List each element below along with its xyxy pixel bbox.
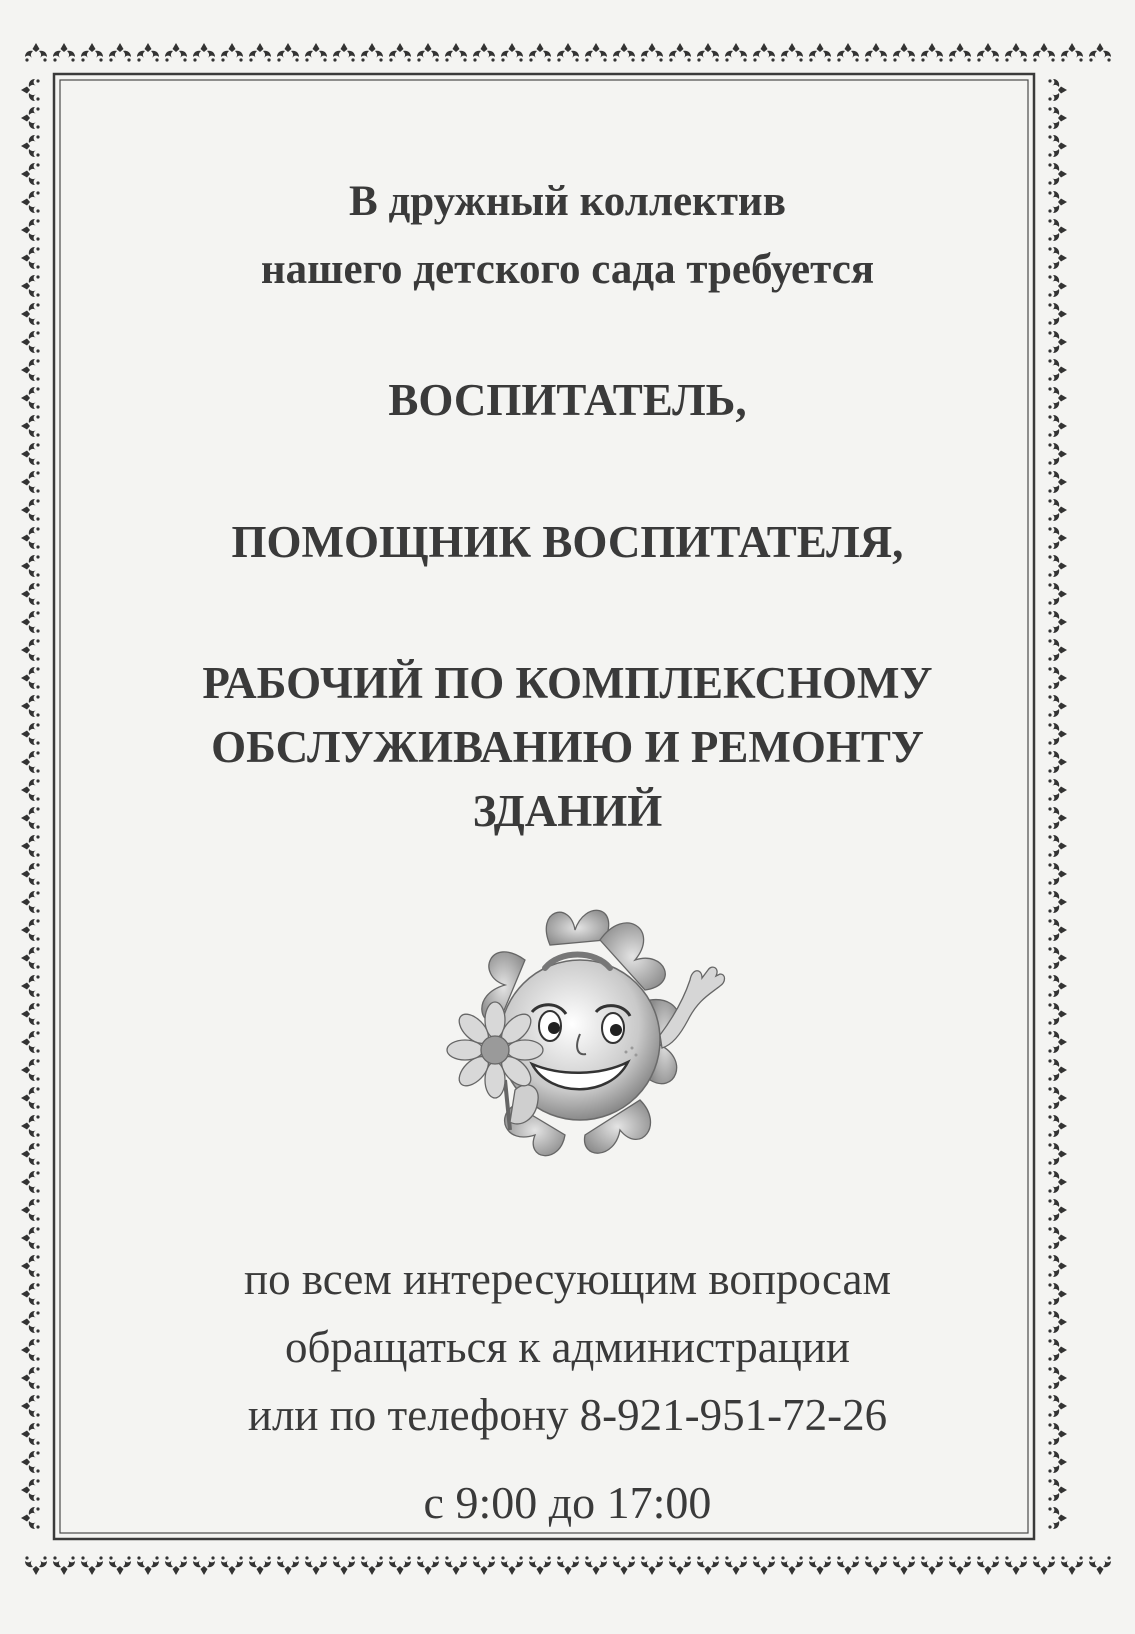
border-ornament: [1048, 1059, 1067, 1081]
border-ornament: [1048, 1171, 1067, 1193]
border-ornament: [21, 1115, 40, 1137]
border-ornament: [21, 1059, 40, 1081]
border-ornament: [557, 43, 579, 62]
border-ornament: [305, 1556, 327, 1575]
border-ornament: [21, 499, 40, 521]
vacancy-educator: [60, 368, 1075, 432]
border-ornament: [837, 1556, 859, 1575]
border-ornament: [1089, 1556, 1111, 1575]
border-ornament: [1005, 1556, 1027, 1575]
border-ornament: [557, 1556, 579, 1575]
border-ornament: [21, 1451, 40, 1473]
border-ornament: [21, 1395, 40, 1417]
border-ornament: [137, 43, 159, 62]
border-ornament: [21, 527, 40, 549]
border-ornament: [21, 611, 40, 633]
border-ornament: [21, 835, 40, 857]
intro-heading: [60, 168, 1075, 304]
border-ornament: [501, 43, 523, 62]
border-ornament: [21, 583, 40, 605]
border-ornament: [1048, 79, 1067, 101]
border-ornament: [277, 43, 299, 62]
border-ornament: [1048, 1087, 1067, 1109]
border-ornament: [21, 1311, 40, 1333]
border-ornament: [389, 1556, 411, 1575]
vacancy-maintenance-line-3: ЗДАНИЙ: [472, 786, 663, 836]
border-ornament: [949, 43, 971, 62]
border-ornament: [21, 723, 40, 745]
border-ornament: [193, 1556, 215, 1575]
border-ornament: [21, 919, 40, 941]
vacancy-maintenance-line-1: РАБОЧИЙ ПО КОМПЛЕКСНОМУ: [202, 658, 933, 708]
border-ornament: [865, 43, 887, 62]
border-ornament: [21, 163, 40, 185]
border-ornament: [21, 639, 40, 661]
border-ornament: [809, 43, 831, 62]
border-ornament: [21, 1227, 40, 1249]
border-ornament: [781, 1556, 803, 1575]
border-ornament: [501, 1556, 523, 1575]
border-ornament: [1033, 43, 1055, 62]
border-ornament: [697, 1556, 719, 1575]
vacancy-assistant-label: ПОМОЩНИК ВОСПИТАТЕЛЯ,: [231, 517, 904, 567]
border-ornament: [1048, 107, 1067, 129]
border-ornament: [1048, 443, 1067, 465]
border-ornament: [21, 1087, 40, 1109]
border-ornament: [1033, 1556, 1055, 1575]
border-ornament: [1048, 1115, 1067, 1137]
border-ornament: [21, 415, 40, 437]
border-ornament: [949, 1556, 971, 1575]
border-ornament: [1048, 863, 1067, 885]
border-ornament: [893, 1556, 915, 1575]
contact-line-3: или по телефону 8-921-951-72-26: [247, 1390, 888, 1440]
border-ornament: [21, 667, 40, 689]
border-ornament: [21, 1143, 40, 1165]
border-ornament: [977, 43, 999, 62]
border-ornament: [809, 1556, 831, 1575]
border-ornament: [21, 359, 40, 381]
border-ornament: [305, 43, 327, 62]
border-ornament: [725, 1556, 747, 1575]
border-ornament: [1048, 303, 1067, 325]
border-ornament: [921, 43, 943, 62]
border-ornament: [781, 43, 803, 62]
border-ornament: [977, 1556, 999, 1575]
border-ornament: [529, 1556, 551, 1575]
border-ornament: [921, 1556, 943, 1575]
border-ornament: [81, 1556, 103, 1575]
border-ornament: [473, 43, 495, 62]
border-ornament: [1048, 331, 1067, 353]
border-ornament: [1048, 947, 1067, 969]
border-ornament: [137, 1556, 159, 1575]
smiling-sun-icon: [405, 895, 745, 1185]
border-ornament: [753, 43, 775, 62]
border-ornament: [53, 1556, 75, 1575]
border-ornament: [21, 947, 40, 969]
border-ornament: [1048, 471, 1067, 493]
border-ornament: [361, 1556, 383, 1575]
border-ornament: [389, 43, 411, 62]
vacancy-assistant-educator: [60, 510, 1075, 574]
border-ornament: [21, 387, 40, 409]
border-ornament: [21, 275, 40, 297]
border-ornament: [165, 43, 187, 62]
border-ornament: [1048, 1451, 1067, 1473]
border-ornament: [21, 863, 40, 885]
border-ornament: [249, 43, 271, 62]
border-ornament: [613, 43, 635, 62]
border-ornament: [417, 43, 439, 62]
intro-line-1: В дружный коллектив: [349, 178, 786, 225]
border-ornament: [445, 43, 467, 62]
border-ornament: [669, 43, 691, 62]
contact-info: [60, 1245, 1075, 1449]
border-ornament: [21, 695, 40, 717]
border-ornament: [21, 751, 40, 773]
border-ornament: [445, 1556, 467, 1575]
border-ornament: [585, 43, 607, 62]
border-ornament: [221, 43, 243, 62]
border-ornament: [21, 807, 40, 829]
border-ornament: [21, 1031, 40, 1053]
border-ornament: [221, 1556, 243, 1575]
border-ornament: [361, 43, 383, 62]
border-ornament: [21, 1283, 40, 1305]
border-ornament: [1048, 583, 1067, 605]
border-ornament: [1048, 1143, 1067, 1165]
border-ornament: [21, 219, 40, 241]
border-ornament: [109, 43, 131, 62]
border-ornament: [21, 555, 40, 577]
border-ornament: [1048, 1003, 1067, 1025]
border-ornament: [893, 43, 915, 62]
border-ornament: [21, 107, 40, 129]
border-ornament: [53, 43, 75, 62]
border-ornament: [641, 43, 663, 62]
border-ornament: [585, 1556, 607, 1575]
border-ornament: [21, 191, 40, 213]
border-ornament: [1005, 43, 1027, 62]
border-ornament: [21, 779, 40, 801]
border-ornament: [1048, 891, 1067, 913]
border-ornament: [1048, 135, 1067, 157]
border-ornament: [473, 1556, 495, 1575]
border-ornament: [21, 1507, 40, 1529]
border-ornament: [81, 43, 103, 62]
vacancy-educator-label: ВОСПИТАТЕЛЬ,: [388, 375, 747, 425]
border-ornament: [21, 471, 40, 493]
border-ornament: [165, 1556, 187, 1575]
border-ornament: [1061, 1556, 1083, 1575]
border-ornament: [669, 1556, 691, 1575]
border-ornament: [333, 43, 355, 62]
border-ornament: [1048, 611, 1067, 633]
contact-line-2: обращаться к администрации: [284, 1322, 851, 1372]
border-ornament: [21, 975, 40, 997]
border-ornament: [21, 303, 40, 325]
border-ornament: [1089, 43, 1111, 62]
border-ornament: [837, 43, 859, 62]
border-ornament: [697, 43, 719, 62]
border-ornament: [21, 1199, 40, 1221]
border-ornament: [277, 1556, 299, 1575]
border-ornament: [21, 1479, 40, 1501]
vacancy-maintenance-line-2: ОБСЛУЖИВАНИЮ И РЕМОНТУ: [211, 722, 924, 772]
border-ornament: [21, 891, 40, 913]
border-ornament: [25, 43, 47, 62]
intro-line-2: нашего детского сада требуется: [260, 246, 875, 293]
border-ornament: [1048, 975, 1067, 997]
border-ornament: [865, 1556, 887, 1575]
border-ornament: [333, 1556, 355, 1575]
border-ornament: [21, 1171, 40, 1193]
border-ornament: [1048, 919, 1067, 941]
border-ornament: [21, 1003, 40, 1025]
border-ornament: [641, 1556, 663, 1575]
border-ornament: [613, 1556, 635, 1575]
border-ornament: [249, 1556, 271, 1575]
vacancy-maintenance-worker: [60, 651, 1075, 843]
contact-line-1: по всем интересующим вопросам: [243, 1254, 891, 1304]
border-ornament: [1048, 1031, 1067, 1053]
border-ornament: [725, 43, 747, 62]
border-ornament: [21, 1339, 40, 1361]
border-ornament: [1061, 43, 1083, 62]
border-ornament: [21, 443, 40, 465]
border-ornament: [109, 1556, 131, 1575]
border-ornament: [21, 331, 40, 353]
border-ornament: [25, 1556, 47, 1575]
border-ornament: [753, 1556, 775, 1575]
border-ornament: [417, 1556, 439, 1575]
border-ornament: [529, 43, 551, 62]
border-ornament: [1048, 1199, 1067, 1221]
border-ornament: [21, 79, 40, 101]
border-ornament: [21, 1423, 40, 1445]
border-ornament: [21, 247, 40, 269]
border-ornament: [21, 1367, 40, 1389]
border-ornament: [21, 1255, 40, 1277]
border-ornament: [21, 135, 40, 157]
working-hours: с 9:00 до 17:00: [423, 1477, 712, 1528]
border-ornament: [193, 43, 215, 62]
